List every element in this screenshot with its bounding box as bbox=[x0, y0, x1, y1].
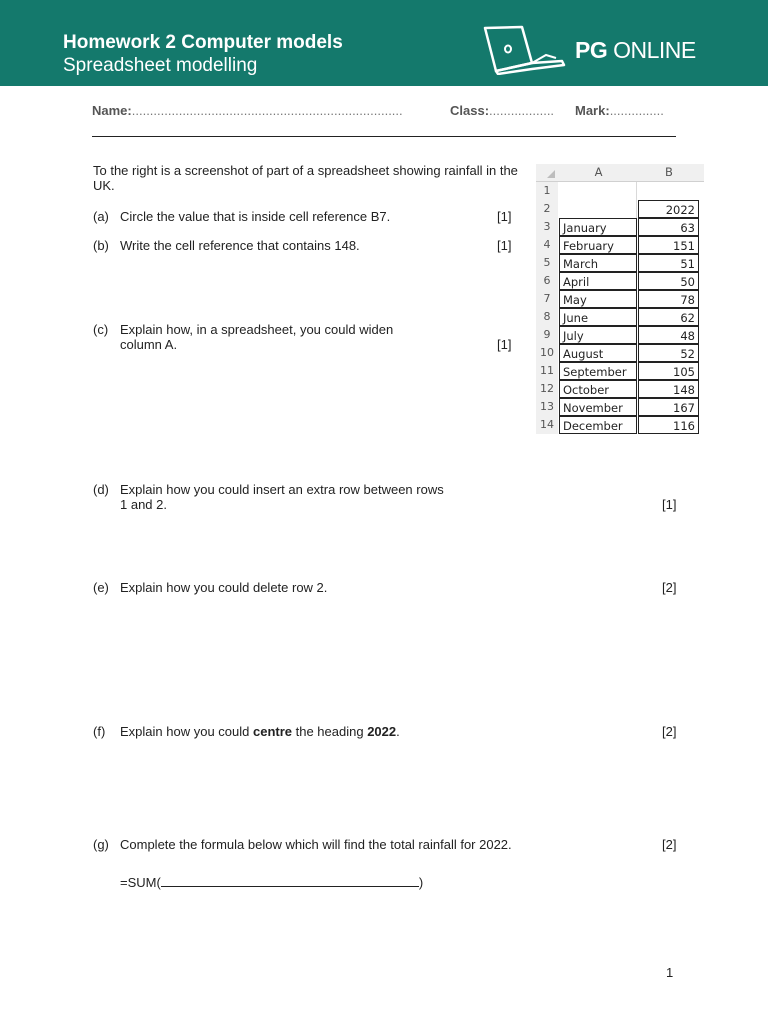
question-c-text: Explain how, in a spreadsheet, you could widen column A. bbox=[120, 322, 394, 352]
rainfall-cell: 148 bbox=[638, 380, 699, 398]
name-field[interactable]: Name:........................................................................... bbox=[92, 103, 403, 118]
question-g-marks: [2] bbox=[662, 837, 677, 852]
class-field[interactable]: Class:.................. bbox=[450, 103, 555, 118]
row-header: 10 bbox=[536, 344, 558, 362]
question-f-text: Explain how you could centre the heading 2022. bbox=[120, 724, 400, 739]
select-all-corner-icon bbox=[536, 164, 558, 181]
month-cell: April bbox=[559, 272, 637, 290]
document-title: Homework 2 Computer models bbox=[63, 32, 343, 53]
column-header-a: A bbox=[594, 165, 603, 179]
question-g-letter: (g) bbox=[93, 837, 109, 852]
rainfall-cell: 48 bbox=[638, 326, 699, 344]
rainfall-cell: 167 bbox=[638, 398, 699, 416]
mark-field[interactable]: Mark:............... bbox=[575, 103, 664, 118]
question-d-marks: [1] bbox=[662, 497, 677, 512]
month-cell: September bbox=[559, 362, 637, 380]
rainfall-cell: 62 bbox=[638, 308, 699, 326]
rainfall-cell: 50 bbox=[638, 272, 699, 290]
row-header: 6 bbox=[536, 272, 558, 290]
cell-b2-heading: 2022 bbox=[638, 200, 699, 218]
row-header: 13 bbox=[536, 398, 558, 416]
intro-text: To the right is a screenshot of part of a spreadsheet showing rainfall in the UK. bbox=[93, 163, 518, 193]
question-b-letter: (b) bbox=[93, 238, 109, 253]
row-header: 14 bbox=[536, 416, 558, 434]
formula-answer-line[interactable]: =SUM( ) bbox=[120, 875, 424, 890]
month-cell: June bbox=[559, 308, 637, 326]
row-header: 1 bbox=[536, 182, 558, 200]
row-header: 4 bbox=[536, 236, 558, 254]
row-header: 2 bbox=[536, 200, 558, 218]
question-e-letter: (e) bbox=[93, 580, 109, 595]
cell-a1 bbox=[559, 182, 637, 200]
cell-b1 bbox=[638, 182, 699, 200]
question-b-marks: [1] bbox=[497, 238, 512, 253]
question-f-letter: (f) bbox=[93, 724, 106, 739]
row-header: 3 bbox=[536, 218, 558, 236]
question-c-marks: [1] bbox=[497, 337, 512, 352]
rainfall-cell: 151 bbox=[638, 236, 699, 254]
rainfall-cell: 52 bbox=[638, 344, 699, 362]
question-d-letter: (d) bbox=[93, 482, 109, 497]
row-header: 11 bbox=[536, 362, 558, 380]
divider-rule bbox=[92, 136, 676, 137]
question-f-marks: [2] bbox=[662, 724, 677, 739]
question-d-text: Explain how you could insert an extra row between rows 1 and 2. bbox=[120, 482, 444, 512]
question-a-letter: (a) bbox=[93, 209, 109, 224]
column-header-b: B bbox=[665, 165, 673, 179]
logo-wordmark: PG ONLINE bbox=[575, 37, 696, 63]
question-e-marks: [2] bbox=[662, 580, 677, 595]
question-e-text: Explain how you could delete row 2. bbox=[120, 580, 328, 595]
row-header: 7 bbox=[536, 290, 558, 308]
question-a-text: Circle the value that is inside cell reference B7. bbox=[120, 209, 391, 224]
row-header: 8 bbox=[536, 308, 558, 326]
row-header: 5 bbox=[536, 254, 558, 272]
header-banner bbox=[0, 0, 768, 86]
rainfall-cell: 105 bbox=[638, 362, 699, 380]
row-header: 9 bbox=[536, 326, 558, 344]
question-a-marks: [1] bbox=[497, 209, 512, 224]
month-cell: May bbox=[559, 290, 637, 308]
question-b-text: Write the cell reference that contains 148. bbox=[120, 238, 360, 253]
month-cell: October bbox=[559, 380, 637, 398]
page-number: 1 bbox=[666, 965, 674, 980]
laptop-logo-icon bbox=[482, 25, 566, 75]
rainfall-cell: 51 bbox=[638, 254, 699, 272]
month-cell: January bbox=[559, 218, 637, 236]
rainfall-cell: 78 bbox=[638, 290, 699, 308]
question-c-letter: (c) bbox=[93, 322, 109, 337]
rainfall-cell: 63 bbox=[638, 218, 699, 236]
rainfall-cell: 116 bbox=[638, 416, 699, 434]
document-subtitle: Spreadsheet modelling bbox=[63, 55, 258, 76]
question-g-text: Complete the formula below which will find the total rainfall for 2022. bbox=[120, 837, 512, 852]
month-cell: November bbox=[559, 398, 637, 416]
row-header: 12 bbox=[536, 380, 558, 398]
month-cell: December bbox=[559, 416, 637, 434]
month-cell: July bbox=[559, 326, 637, 344]
month-cell: February bbox=[559, 236, 637, 254]
cell-a2 bbox=[559, 200, 637, 218]
month-cell: August bbox=[559, 344, 637, 362]
month-cell: March bbox=[559, 254, 637, 272]
